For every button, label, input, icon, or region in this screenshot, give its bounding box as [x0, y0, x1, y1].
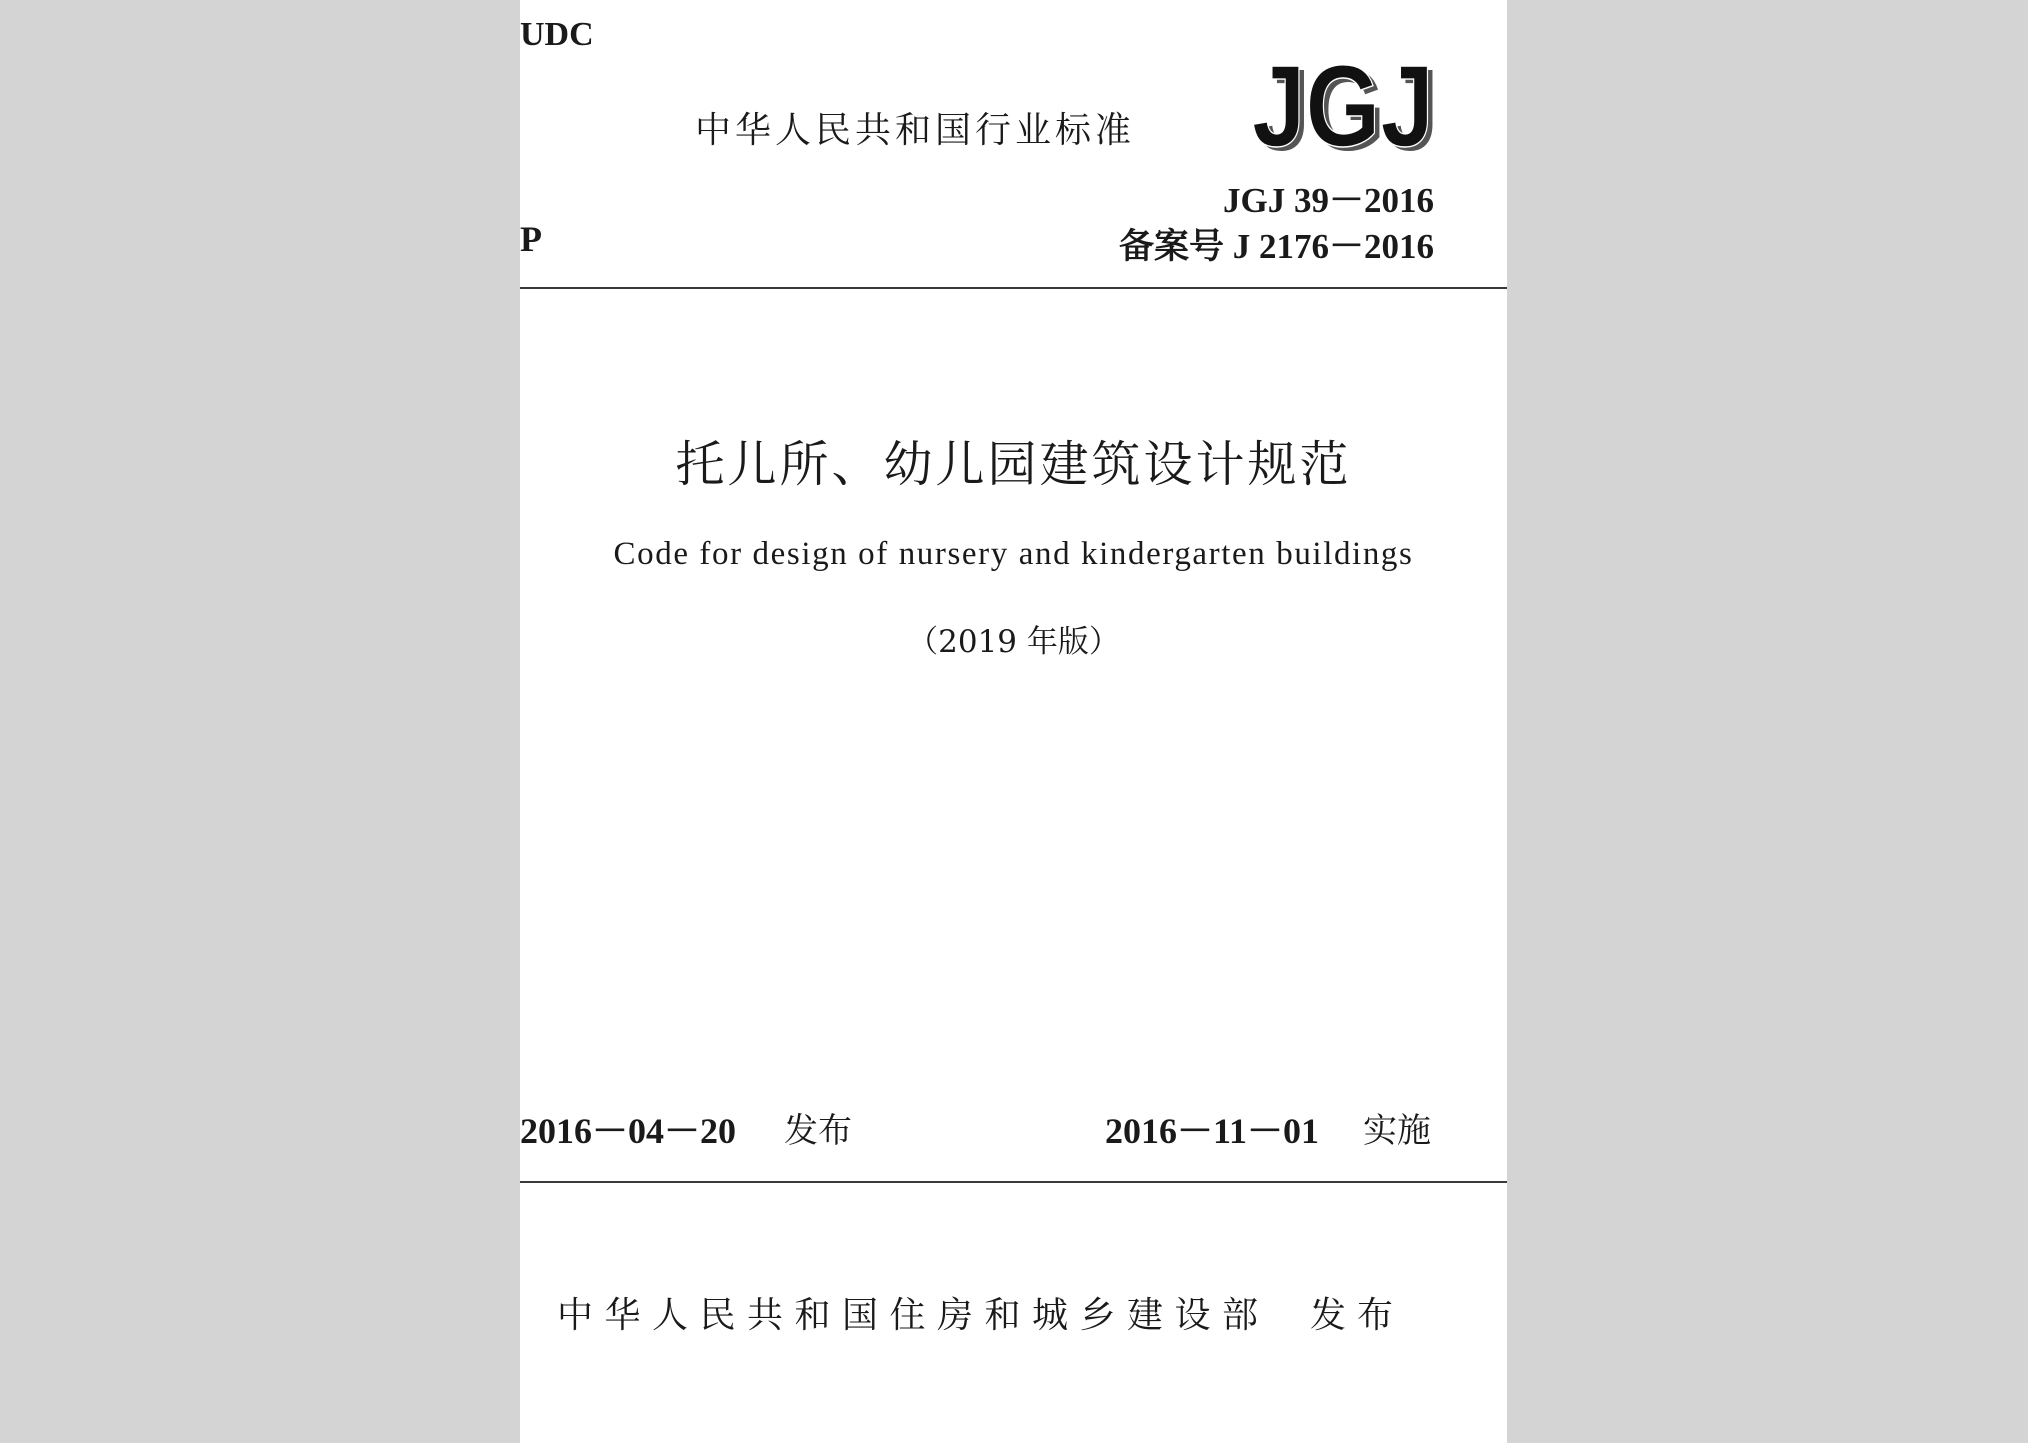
- udc-label: UDC: [520, 16, 594, 53]
- standard-number: JGJ 39－2016: [1223, 181, 1434, 220]
- document-title-english: Code for design of nursery and kindergarten buildings: [613, 536, 1414, 572]
- jgj-logo: [1246, 58, 1441, 156]
- jgj-logo-shadow: JGJ: [1257, 58, 1439, 156]
- issuing-label: 发布: [1310, 1295, 1405, 1336]
- publish-date: 2016－04－20: [520, 1111, 737, 1151]
- issuing-authority: 中华人民共和国住房和城乡建设部: [557, 1295, 1270, 1336]
- record-number: 备案号 J 2176－2016: [1118, 227, 1434, 266]
- standard-type: 中华人民共和国行业标准: [695, 110, 1136, 151]
- document-page: [520, 0, 1507, 1443]
- document-title-chinese: 托儿所、幼儿园建筑设计规范: [675, 436, 1352, 493]
- jgj-logo-text: JGJ: [1252, 58, 1434, 156]
- publish-label: 发布: [784, 1111, 852, 1151]
- effective-label: 实施: [1363, 1111, 1431, 1151]
- effective-date: 2016－11－01: [1105, 1111, 1320, 1151]
- edition-label: （2019 年版）: [907, 624, 1120, 660]
- header-divider: [520, 287, 1507, 289]
- classification-code: P: [520, 219, 542, 259]
- footer-divider: [520, 1181, 1507, 1183]
